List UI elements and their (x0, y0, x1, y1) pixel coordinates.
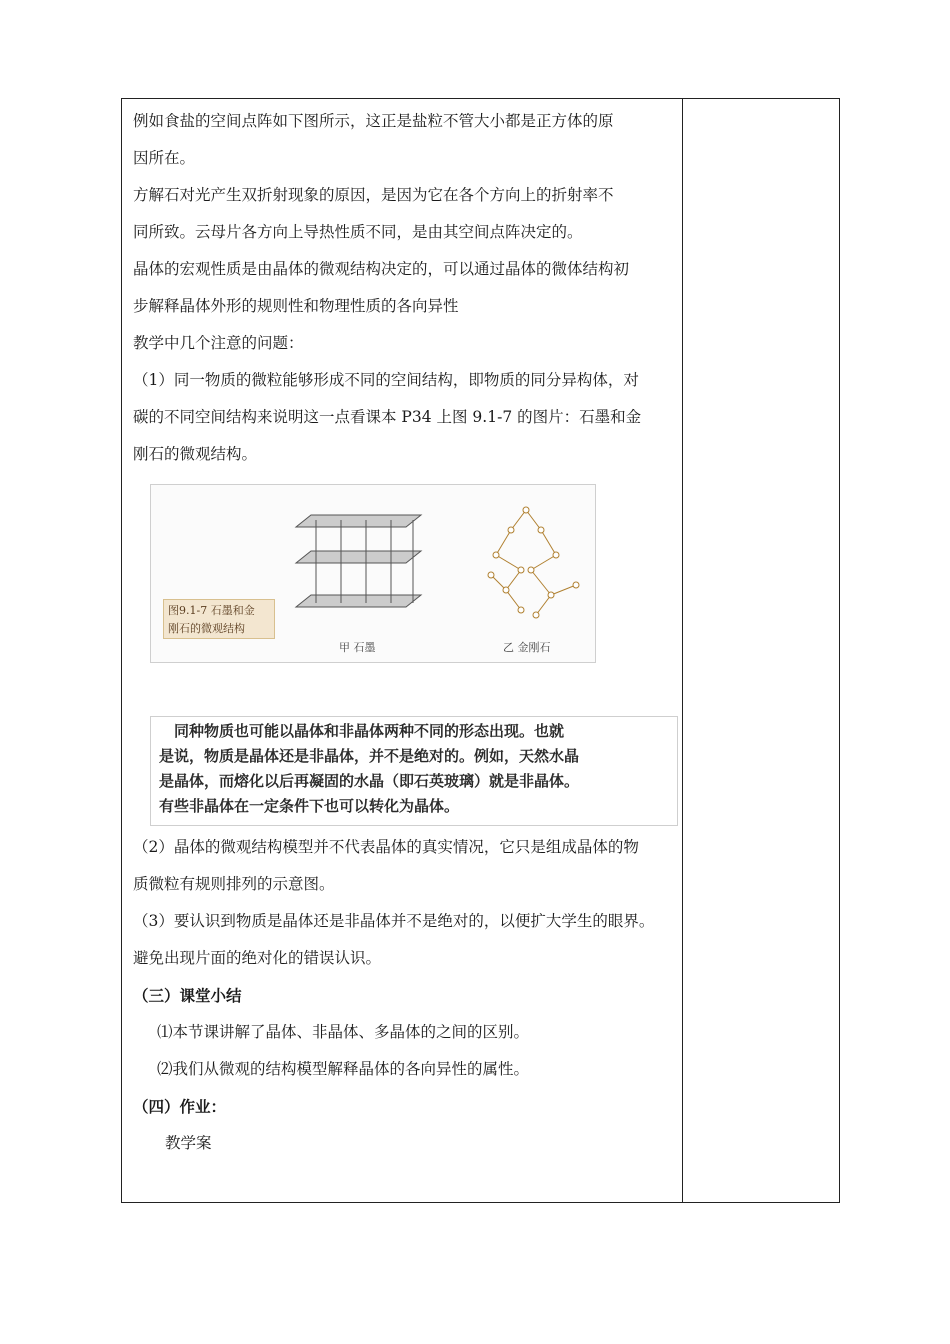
column-divider (682, 98, 683, 1203)
summary-item: ⑵我们从微观的结构模型解释晶体的各向异性的属性。 (157, 1060, 530, 1078)
summary-item: ⑴本节课讲解了晶体、非晶体、多晶体的之间的区别。 (157, 1023, 530, 1041)
paragraph-line: （3）要认识到物质是晶体还是非晶体并不是绝对的，以便扩大学生的眼界。 (133, 912, 655, 930)
graphite-label: 甲 石墨 (339, 641, 376, 654)
paragraph-line: （1）同一物质的微粒能够形成不同的空间结构，即物质的同分异构体，对 (133, 371, 639, 389)
paragraph-line: 避免出现片面的绝对化的错误认识。 (133, 949, 382, 967)
diamond-label: 乙 金刚石 (503, 641, 551, 654)
paragraph-line: 晶体的宏观性质是由晶体的微观结构决定的，可以通过晶体的微体结构初 (133, 260, 630, 278)
paragraph-line: 例如食盐的空间点阵如下图所示，这正是盐粒不管大小都是正方体的原 (133, 112, 614, 130)
paragraph-line: 同所致。云母片各方向上导热性质不同，是由其空间点阵决定的。 (133, 223, 583, 241)
graphite-structure (296, 515, 421, 607)
paragraph-line: 方解石对光产生双折射现象的原因，是因为它在各个方向上的折射率不 (133, 186, 614, 204)
homework-text: 教学案 (165, 1134, 212, 1152)
main-content (133, 103, 678, 473)
figure-graphite-diamond (150, 484, 596, 663)
paragraph-line: 刚石的微观结构。 (133, 445, 258, 463)
notes-continued (133, 829, 678, 1162)
textbook-excerpt-image (150, 716, 678, 826)
excerpt-line: 有些非晶体在一定条件下也可以转化为晶体。 (159, 797, 460, 815)
excerpt-line: 是晶体，而熔化以后再凝固的水晶（即石英玻璃）就是非晶体。 (159, 772, 580, 790)
homework-heading: （四）作业： (133, 1097, 227, 1116)
excerpt-line: 是说，物质是晶体还是非晶体，并不是绝对的。例如，天然水晶 (159, 747, 580, 765)
paragraph-line: 质微粒有规则排列的示意图。 (133, 875, 335, 893)
paragraph-line: 教学中几个注意的问题： (133, 334, 304, 352)
excerpt-line: 同种物质也可能以晶体和非晶体两种不同的形态出现。也就 (159, 722, 565, 740)
diamond-structure (491, 510, 576, 615)
paragraph-line: （2）晶体的微观结构模型并不代表晶体的真实情况，它只是组成晶体的物 (133, 838, 639, 856)
paragraph-line: 碳的不同空间结构来说明这一点看课本 P34 上图 9.1-7 的图片：石墨和金 (133, 408, 642, 426)
paragraph-line: 步解释晶体外形的规则性和物理性质的各向异性 (133, 297, 459, 315)
summary-heading: （三）课堂小结 (133, 986, 242, 1005)
paragraph-line: 因所在。 (133, 149, 196, 167)
figure-caption: 图9.1-7 石墨和金 刚石的微观结构 (163, 599, 275, 639)
